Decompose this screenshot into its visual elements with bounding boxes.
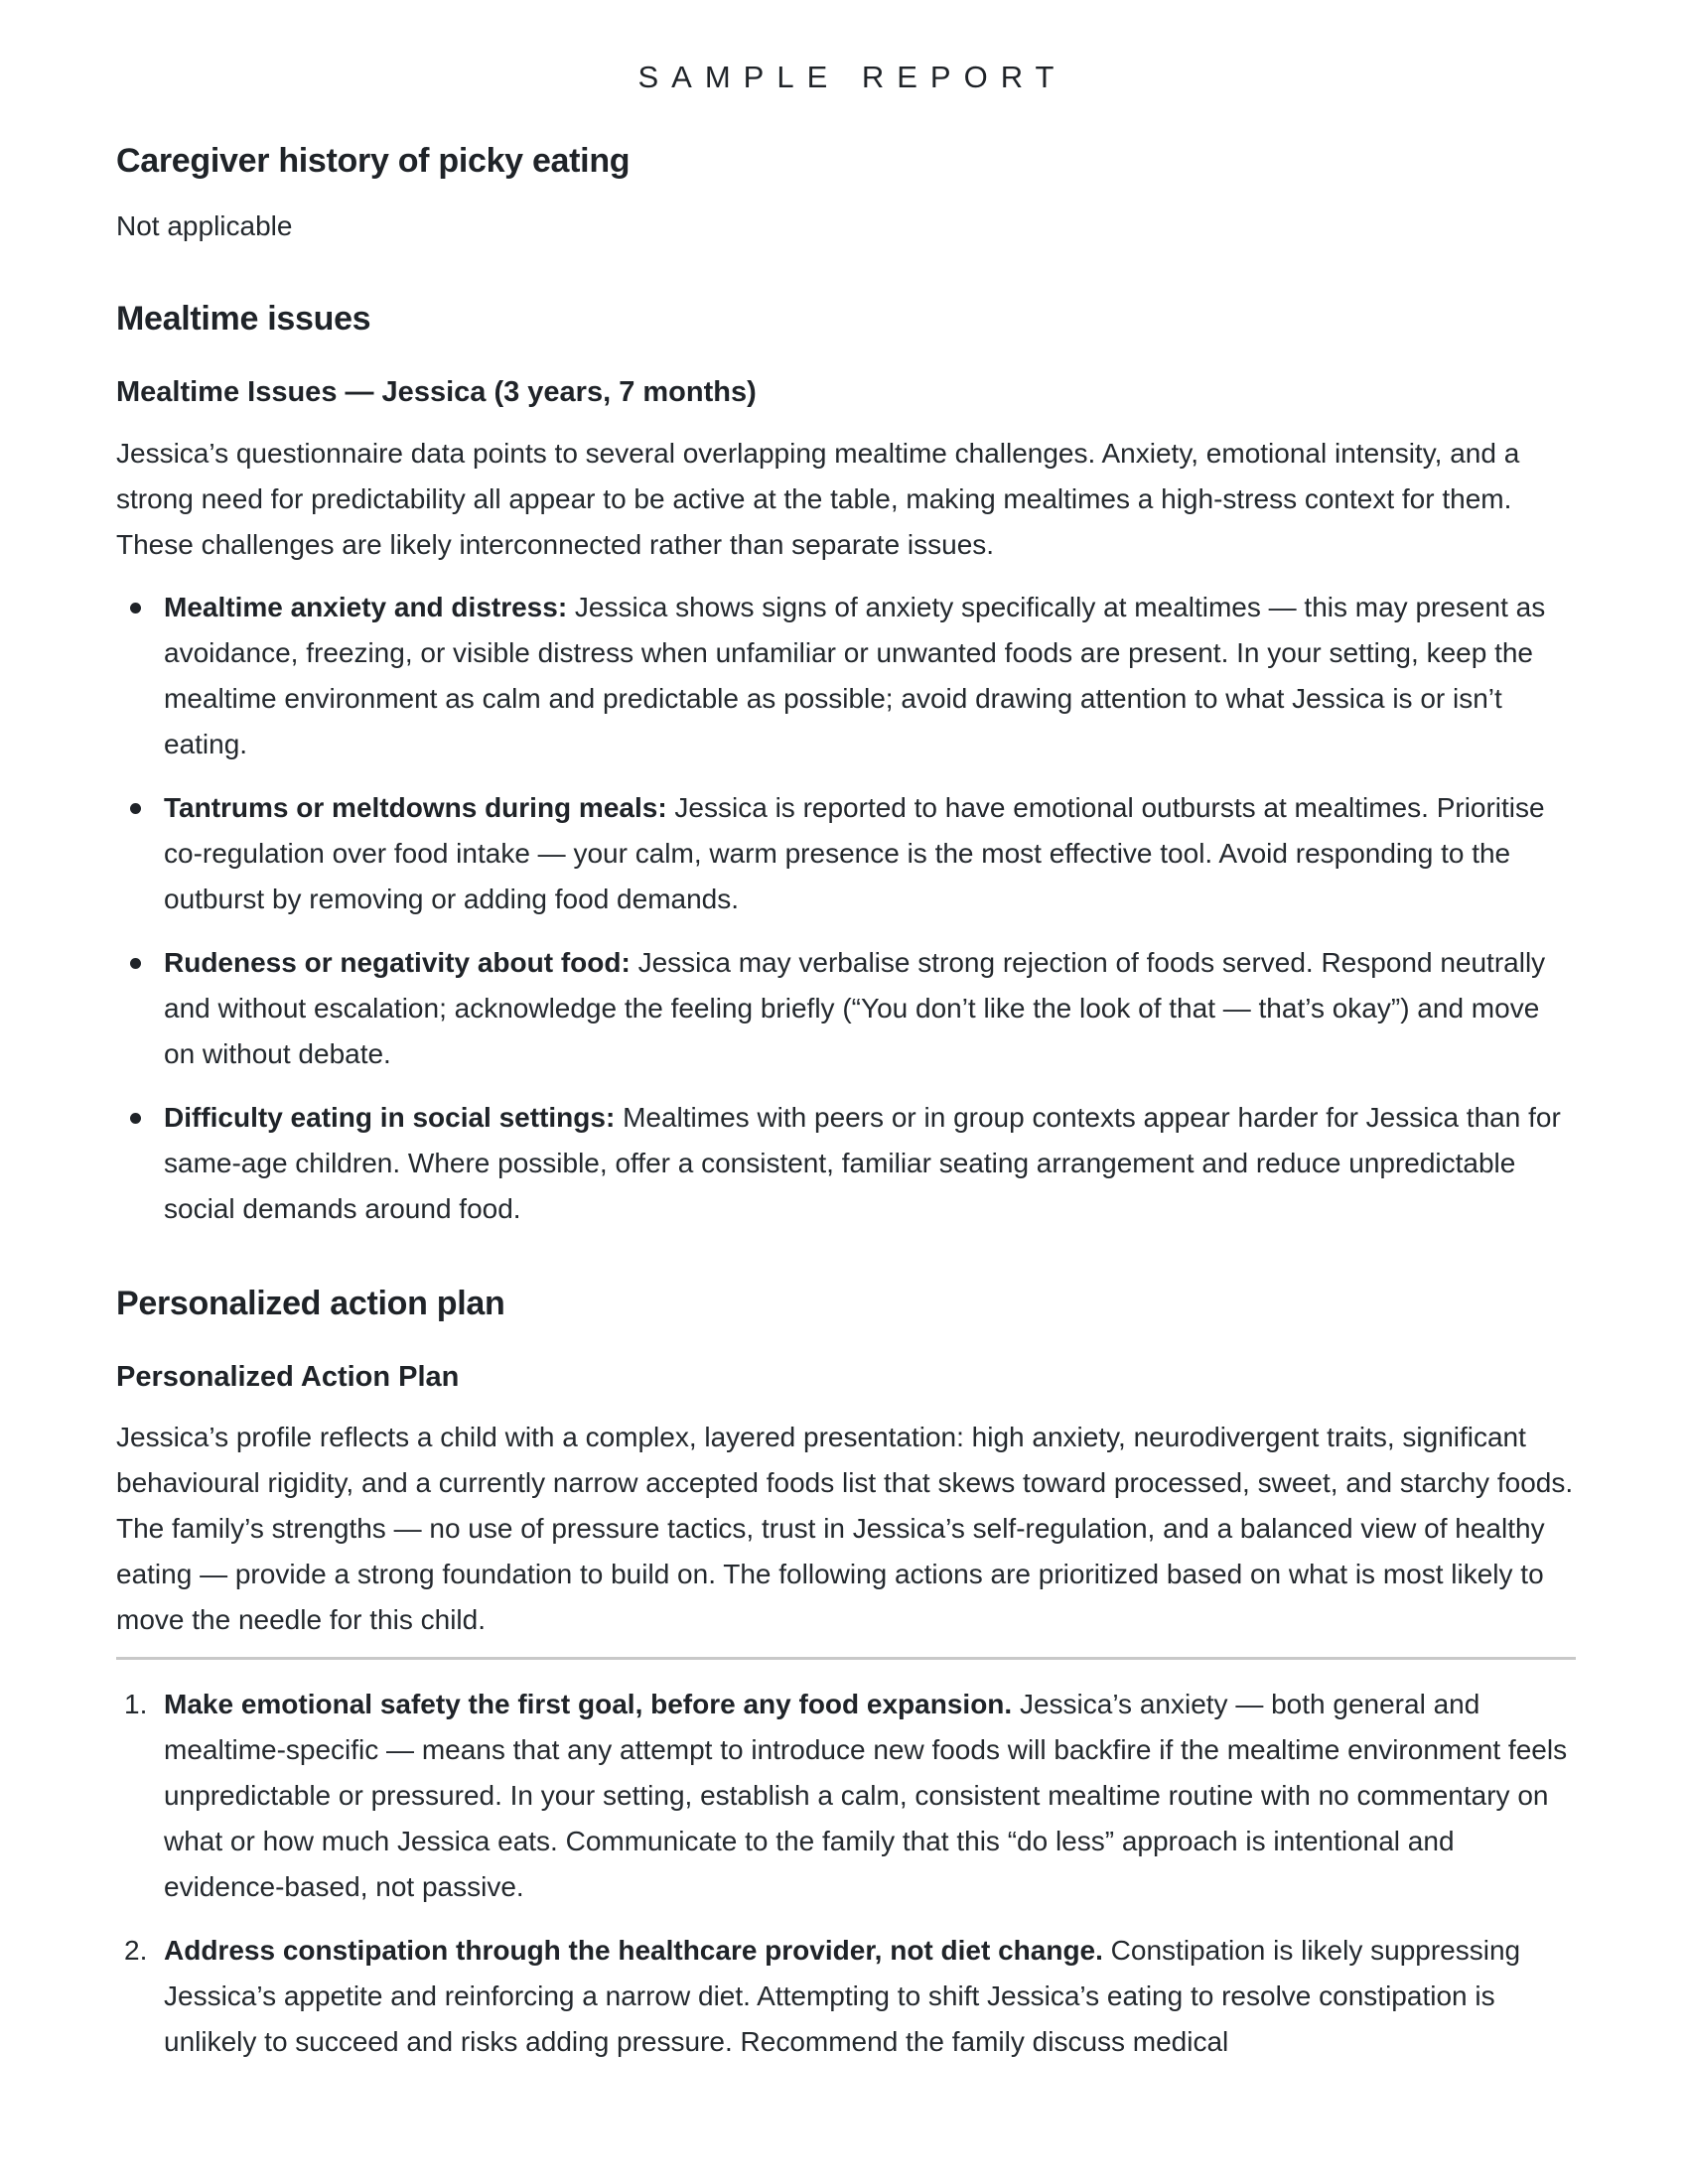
mealtime-issues-list xyxy=(116,585,1576,1250)
item-text: Jessica’s anxiety — both general and mealtime-specific — means that any attempt to introduce new foods will backfire if the mealtime environment feels unpredictable or pressured. In your setting, establish a calm, consistent mealtime routine with no commentary on what or how much Jessica eats. Communicate to the family that this “do less” approach is intentional and evidence-based, not passive. xyxy=(164,1689,1568,1902)
mealtime-intro: Jessica’s questionnaire data points to several overlapping mealtime challenges. Anxiety, emotional intensity, and a strong need for predictability all appear to be active at the table, making mealtimes a high-stress context for them. These challenges are likely interconnected rather than separate issues. xyxy=(116,438,1520,560)
list-item xyxy=(116,785,1576,922)
list-item xyxy=(116,1095,1576,1232)
item-text: Jessica shows signs of anxiety specifically at mealtimes — this may present as avoidance, freezing, or visible distress when unfamiliar or unwanted foods are present. In your setting, keep the mealtime environment as calm and predictable as possible; avoid drawing attention to what Jessica is or isn’t eating. xyxy=(164,592,1546,759)
bullet-icon xyxy=(130,958,141,969)
item-text: Jessica is reported to have emotional outbursts at mealtimes. Prioritise co-regulation over food intake — your calm, warm presence is the most effective tool. Avoid responding to the outburst by removing or adding food demands. xyxy=(164,792,1545,914)
item-text: Mealtimes with peers or in group contexts appear harder for Jessica than for same-age children. Where possible, offer a consistent, familiar seating arrangement and reduce unpredictable social demands around food. xyxy=(164,1102,1561,1224)
item-lead: Mealtime anxiety and distress: xyxy=(164,592,568,622)
action-plan-title: Personalized action plan xyxy=(116,1285,505,1322)
mealtime-issues-title: Mealtime issues xyxy=(116,300,371,338)
item-text: Jessica may verbalise strong rejection of foods served. Respond neutrally and without escalation; acknowledge the feeling briefly (“You don’t like the look of that — that’s okay”) and move on without debate. xyxy=(164,947,1546,1069)
list-item xyxy=(116,1682,1576,1910)
list-item xyxy=(116,940,1576,1077)
item-text: Constipation is likely suppressing Jessica’s appetite and reinforcing a narrow diet. Attempting to shift Jessica’s eating to resolve constipation is unlikely to succeed and risks adding pressure. Recommend the family discuss medical xyxy=(164,1935,1521,2057)
item-lead: Make emotional safety the first goal, before any food expansion. xyxy=(164,1689,1013,1719)
action-plan-intro: Jessica’s profile reflects a child with a complex, layered presentation: high anxiety, neurodivergent traits, significant behavioural rigidity, and a currently narrow accepted foods list that skews toward processed, sweet, and starchy foods. The family’s strengths — no use of pressure tactics, trust in Jessica’s self-regulation, and a balanced view of healthy eating — provide a strong foundation to build on. The following actions are prioritized based on what is most likely to move the needle for this child. xyxy=(116,1422,1574,1635)
item-lead: Difficulty eating in social settings: xyxy=(164,1102,616,1133)
action-plan-subtitle: Personalized Action Plan xyxy=(116,1361,460,1393)
bullet-icon xyxy=(130,803,141,814)
action-plan-list xyxy=(116,1682,1576,2083)
caregiver-history-text: Not applicable xyxy=(116,210,293,241)
item-lead: Tantrums or meltdowns during meals: xyxy=(164,792,667,823)
bullet-icon xyxy=(130,1113,141,1124)
list-item xyxy=(116,1928,1576,2065)
item-number: 1. xyxy=(124,1689,148,1719)
report-title: SAMPLE REPORT xyxy=(637,60,1067,94)
list-item xyxy=(116,585,1576,767)
divider xyxy=(116,1657,1576,1660)
bullet-icon xyxy=(130,603,141,614)
item-lead: Rudeness or negativity about food: xyxy=(164,947,631,978)
mealtime-issues-subtitle: Mealtime Issues — Jessica (3 years, 7 months) xyxy=(116,376,757,408)
item-lead: Address constipation through the healthcare provider, not diet change. xyxy=(164,1935,1103,1966)
caregiver-history-title: Caregiver history of picky eating xyxy=(116,142,631,180)
item-number: 2. xyxy=(124,1935,148,1966)
